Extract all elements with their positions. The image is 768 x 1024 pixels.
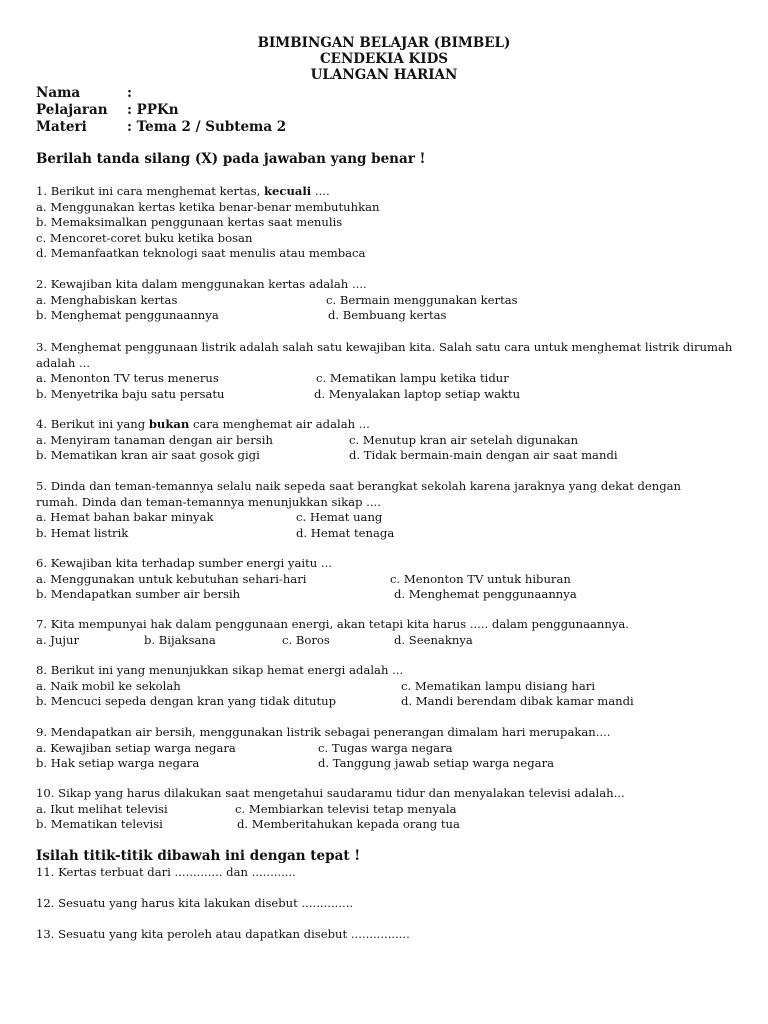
question-5-option-d[interactable]: d. Hemat tenaga bbox=[296, 525, 395, 540]
question-7 bbox=[36, 617, 736, 648]
question-2-text: 2. Kewajiban kita dalam menggunakan kertas adalah .... bbox=[36, 277, 367, 291]
question-7-option-c[interactable]: c. Boros bbox=[282, 632, 330, 647]
question-9-option-d[interactable]: d. Tanggung jawab setiap warga negara bbox=[318, 756, 555, 770]
identity-materi bbox=[36, 118, 286, 136]
question-4-text-pre: 4. Berikut ini yang bbox=[36, 417, 149, 431]
question-6-text: 6. Kewajiban kita terhadap sumber energi yaitu ... bbox=[36, 556, 332, 570]
question-9-text: 9. Mendapatkan air bersih, menggunakan listrik sebagai penerangan dimalam hari merupakan.... bbox=[36, 725, 611, 739]
question-3-option-c[interactable]: c. Mematikan lampu ketika tidur bbox=[316, 371, 509, 385]
question-8-option-c[interactable]: c. Mematikan lampu disiang hari bbox=[401, 678, 596, 693]
question-2-option-c[interactable]: c. Bermain menggunakan kertas bbox=[326, 292, 518, 307]
question-4-option-d[interactable]: d. Tidak bermain-main dengan air saat mandi bbox=[349, 448, 618, 462]
identity-pelajaran bbox=[36, 101, 179, 119]
question-1-option-a[interactable]: a. Menggunakan kertas ketika benar-benar membutuhkan bbox=[36, 199, 380, 214]
header-line-2: CENDEKIA KIDS bbox=[319, 51, 449, 67]
header-line-3: ULANGAN HARIAN bbox=[310, 67, 458, 83]
question-7-option-a[interactable]: a. Jujur bbox=[36, 632, 80, 647]
question-1-option-d[interactable]: d. Memanfaatkan teknologi saat menulis atau membaca bbox=[36, 246, 366, 260]
question-8-text: 8. Berikut ini yang menunjukkan sikap hemat energi adalah ... bbox=[36, 663, 404, 677]
question-6-option-a[interactable]: a. Menggunakan untuk kebutuhan sehari-hari bbox=[36, 571, 307, 586]
question-1-option-c[interactable]: c. Mencoret-coret buku ketika bosan bbox=[36, 230, 253, 245]
question-4-option-c[interactable]: c. Menutup kran air setelah digunakan bbox=[349, 432, 579, 447]
fill-question-13[interactable]: 13. Sesuatu yang kita peroleh atau dapatkan disebut ................ bbox=[36, 927, 410, 941]
question-1-text-emphasis: kecuali bbox=[263, 184, 312, 198]
question-4-text-emphasis: bukan bbox=[148, 417, 190, 431]
question-5-text: 5. Dinda dan teman-temannya selalu naik sepeda saat berangkat sekolah karena jaraknya yang dekat dengan rumah. Dinda dan teman-temannya menunjukkan sikap .... bbox=[36, 479, 682, 509]
question-5-option-a[interactable]: a. Hemat bahan bakar minyak bbox=[36, 510, 214, 524]
question-6 bbox=[36, 556, 736, 603]
question-3-text: 3. Menghemat penggunaan listrik adalah salah satu kewajiban kita. Salah satu cara untuk menghemat listrik dirumah adalah ... bbox=[36, 340, 733, 370]
question-3 bbox=[36, 340, 736, 402]
question-9-option-a[interactable]: a. Kewajiban setiap warga negara bbox=[36, 740, 236, 755]
question-10-text: 10. Sikap yang harus dilakukan saat mengetahui saudaramu tidur dan menyalakan televisi adalah... bbox=[36, 786, 625, 800]
question-10-option-b[interactable]: b. Mematikan televisi bbox=[36, 817, 163, 831]
fill-question-11[interactable]: 11. Kertas terbuat dari ............. dan ............ bbox=[36, 865, 296, 879]
question-1-text bbox=[36, 184, 736, 200]
pelajaran-value: : PPKn bbox=[127, 102, 179, 118]
question-3-option-d[interactable]: d. Menyalakan laptop setiap waktu bbox=[314, 386, 521, 401]
question-4-option-a[interactable]: a. Menyiram tanaman dengan air bersih bbox=[36, 432, 273, 447]
pelajaran-label: Pelajaran bbox=[36, 102, 108, 118]
question-1-text-post: .... bbox=[311, 184, 330, 198]
nama-label: Nama bbox=[36, 85, 81, 101]
question-4-text bbox=[36, 417, 736, 433]
question-10-option-a[interactable]: a. Ikut melihat televisi bbox=[36, 801, 168, 816]
question-9-option-b[interactable]: b. Hak setiap warga negara bbox=[36, 756, 200, 770]
question-10-option-c[interactable]: c. Membiarkan televisi tetap menyala bbox=[235, 801, 457, 816]
materi-value: : Tema 2 / Subtema 2 bbox=[127, 119, 287, 135]
section-2-instruction: Isilah titik-titik dibawah ini dengan tepat ! bbox=[36, 848, 361, 864]
question-2-option-d[interactable]: d. Bembuang kertas bbox=[328, 308, 447, 322]
nama-value: : bbox=[127, 85, 132, 101]
question-7-option-d[interactable]: d. Seenaknya bbox=[394, 632, 473, 647]
question-9 bbox=[36, 725, 736, 772]
question-5-option-c[interactable]: c. Hemat uang bbox=[296, 510, 383, 524]
question-1-text-pre: 1. Berikut ini cara menghemat kertas, bbox=[36, 184, 264, 198]
question-4 bbox=[36, 417, 736, 464]
question-10 bbox=[36, 786, 736, 833]
materi-label: Materi bbox=[36, 119, 87, 135]
question-3-option-b[interactable]: b. Menyetrika baju satu persatu bbox=[36, 386, 225, 401]
question-8-option-d[interactable]: d. Mandi berendam dibak kamar mandi bbox=[401, 694, 634, 708]
question-7-text: 7. Kita mempunyai hak dalam penggunaan energi, akan tetapi kita harus ..... dalam penggunaannya. bbox=[36, 617, 629, 631]
question-7-option-b[interactable]: b. Bijaksana bbox=[144, 632, 216, 647]
question-1-option-b[interactable]: b. Memaksimalkan penggunaan kertas saat menulis bbox=[36, 215, 343, 229]
question-6-option-b[interactable]: b. Mendapatkan sumber air bersih bbox=[36, 587, 241, 601]
question-2 bbox=[36, 277, 736, 324]
section-1-instruction: Berilah tanda silang (X) pada jawaban yang benar ! bbox=[36, 151, 426, 167]
question-8 bbox=[36, 663, 736, 710]
question-5-option-b[interactable]: b. Hemat listrik bbox=[36, 525, 129, 540]
identity-nama bbox=[36, 84, 132, 102]
question-4-text-post: cara menghemat air adalah ... bbox=[189, 417, 370, 431]
question-3-option-a[interactable]: a. Menonton TV terus menerus bbox=[36, 371, 219, 385]
question-2-option-a[interactable]: a. Menghabiskan kertas bbox=[36, 292, 178, 307]
question-5 bbox=[36, 479, 726, 541]
header-line-1: BIMBINGAN BELAJAR (BIMBEL) bbox=[257, 35, 511, 51]
fill-question-12[interactable]: 12. Sesuatu yang harus kita lakukan disebut .............. bbox=[36, 896, 354, 910]
question-6-option-c[interactable]: c. Menonton TV untuk hiburan bbox=[390, 571, 571, 586]
question-9-option-c[interactable]: c. Tugas warga negara bbox=[318, 740, 453, 755]
question-1 bbox=[36, 184, 736, 262]
question-2-option-b[interactable]: b. Menghemat penggunaannya bbox=[36, 308, 219, 322]
question-8-option-a[interactable]: a. Naik mobil ke sekolah bbox=[36, 678, 181, 693]
question-4-option-b[interactable]: b. Mematikan kran air saat gosok gigi bbox=[36, 448, 260, 462]
question-6-option-d[interactable]: d. Menghemat penggunaannya bbox=[394, 587, 577, 601]
question-10-option-d[interactable]: d. Memberitahukan kepada orang tua bbox=[237, 817, 460, 831]
question-8-option-b[interactable]: b. Mencuci sepeda dengan kran yang tidak ditutup bbox=[36, 694, 337, 708]
